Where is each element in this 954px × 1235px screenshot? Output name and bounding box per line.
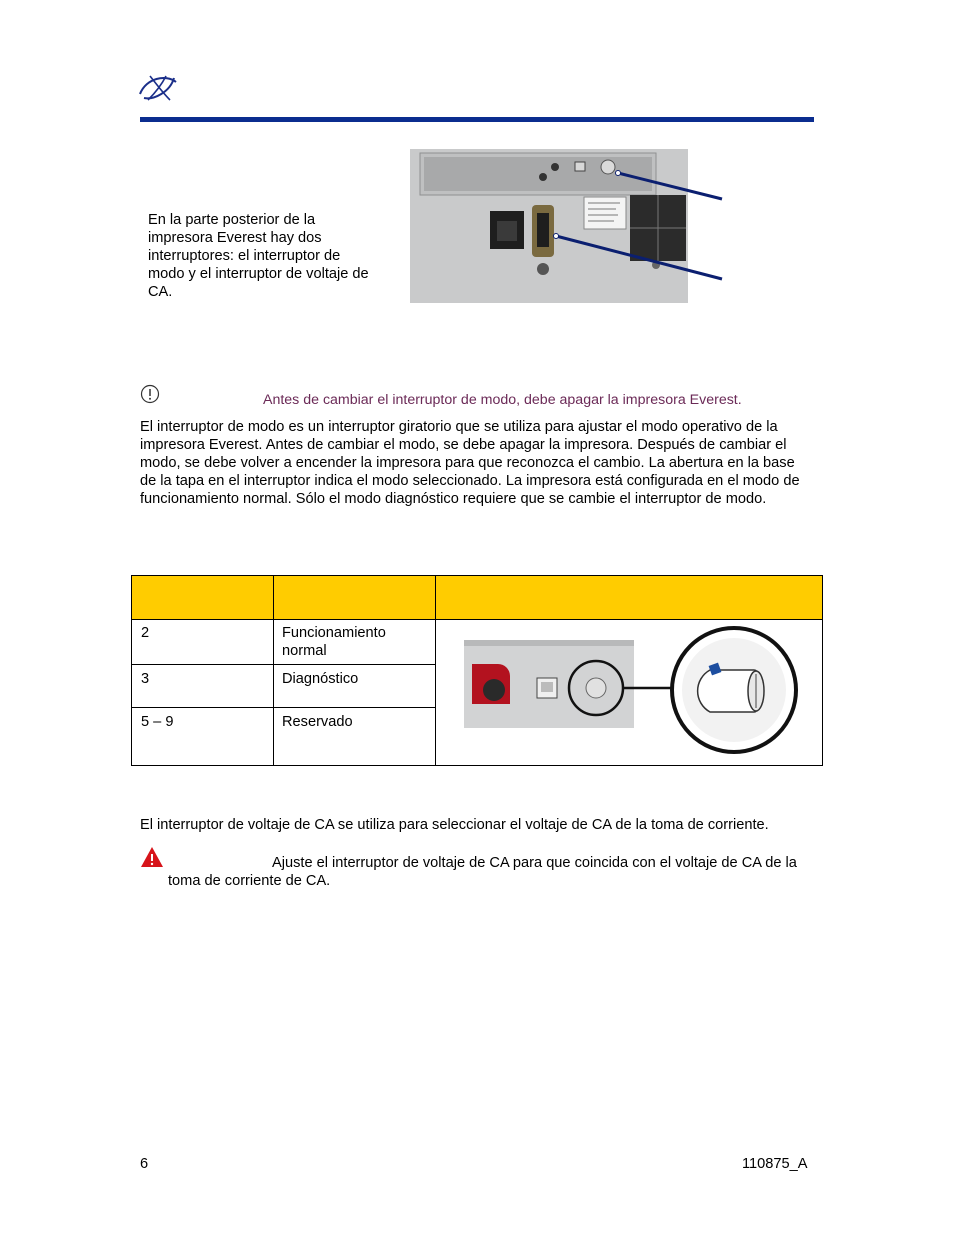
table-row-position: 5 – 9 (141, 714, 174, 730)
caution-text: Antes de cambiar el interruptor de modo, debe apagar la impresora Everest. (263, 392, 742, 408)
table-header (132, 576, 822, 620)
header-rule (140, 117, 814, 122)
warning-triangle-icon (140, 846, 164, 868)
row-divider (132, 707, 435, 708)
mode-switch-photo (464, 624, 804, 758)
exclamation-circle-icon (140, 384, 160, 404)
table-row-mode: Diagnóstico (282, 671, 359, 687)
warning-text (168, 854, 818, 890)
intro-text: En la parte posterior de la impresora Everest hay dos interruptores: el interruptor de modo y el interruptor de voltaje de CA. (148, 212, 369, 300)
voltage-switch-description: El interruptor de voltaje de CA se utiliza para seleccionar el voltaje de CA de la toma de corriente. (140, 817, 769, 833)
mode-switch-description: El interruptor de modo es un interruptor giratorio que se utiliza para ajustar el modo operativo de la impresora Everest. Antes de cambiar el modo, se debe apagar la impresora. Después de cambiar el modo, se debe volver a encender la impresora para que reconozca el cambio. La abertura en la base de la tapa en el interruptor indica el modo seleccionado. La impresora está configurada en el modo de funcionamiento normal. Sólo el modo diagnóstico requiere que se cambie el interruptor de modo. (140, 419, 800, 507)
row-divider (132, 664, 435, 665)
column-divider (435, 576, 436, 765)
company-logo-icon (136, 72, 180, 102)
table-row-mode: Reservado (282, 714, 353, 730)
column-divider (273, 576, 274, 765)
table-row-position: 2 (141, 625, 150, 641)
printer-back-photo (410, 149, 688, 303)
table-row-mode: Funcionamiento normal (282, 625, 386, 659)
document-id: 110875_A (742, 1156, 808, 1172)
table-row-position: 3 (141, 671, 150, 687)
page-number: 6 (140, 1156, 149, 1172)
warning-text-content: Ajuste el interruptor de voltaje de CA para que coincida con el voltaje de CA de la toma de corriente de CA. (168, 855, 797, 889)
